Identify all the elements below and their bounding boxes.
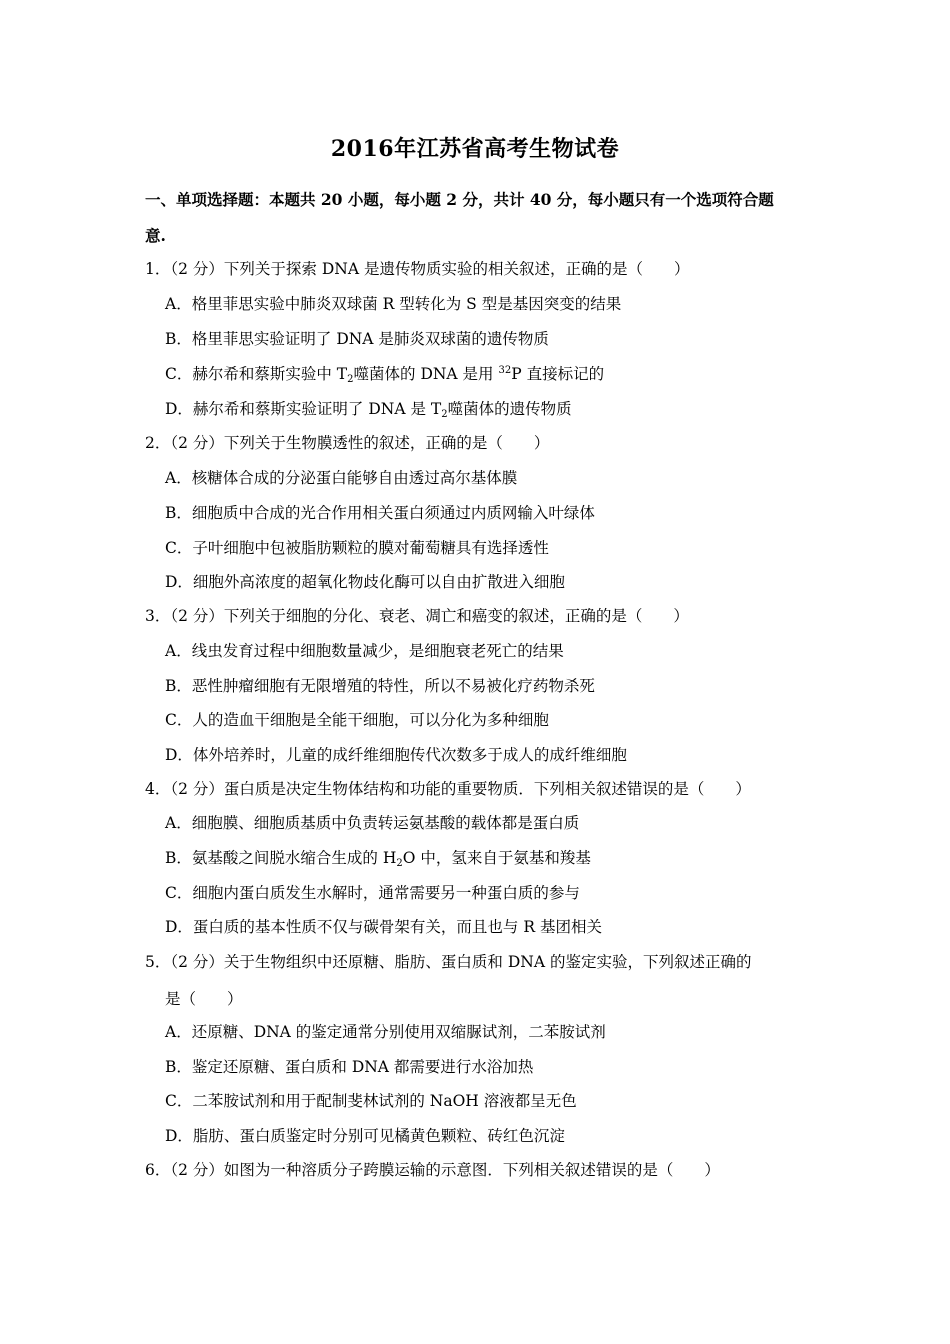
section-heading xyxy=(145,182,810,254)
question-2-option-d: D．细胞外高浓度的超氧化物歧化酶可以自由扩散进入细胞 xyxy=(165,573,565,591)
question-4-option-a: A．细胞膜、细胞质基质中负责转运氨基酸的载体都是蛋白质 xyxy=(165,814,580,832)
question-1-option-b: B．格里菲思实验证明了 DNA 是肺炎双球菌的遗传物质 xyxy=(165,330,549,348)
page-title: 2016年江苏省高考生物试卷 xyxy=(330,136,620,162)
question-5-option-a: A．还原糖、DNA 的鉴定通常分别使用双缩脲试剂，二苯胺试剂 xyxy=(165,1023,606,1041)
question-5-stem-continued: 是（ ） xyxy=(165,990,243,1008)
question-5-option-c: C．二苯胺试剂和用于配制斐林试剂的 NaOH 溶液都呈无色 xyxy=(165,1092,577,1110)
question-5-option-b: B．鉴定还原糖、蛋白质和 DNA 都需要进行水浴加热 xyxy=(165,1058,534,1076)
section-heading-line-2: 意. xyxy=(145,226,166,245)
question-3-stem: 3．（2 分）下列关于细胞的分化、衰老、凋亡和癌变的叙述，正确的是（ ） xyxy=(145,607,689,625)
question-1-option-c: C．赫尔希和蔡斯实验中 $T_2$噬菌体的 DNA 是用 $^{32}$P 直接标记的 xyxy=(165,365,605,385)
question-2-option-c: C．子叶细胞中包被脂肪颗粒的膜对葡萄糖具有选择透性 xyxy=(165,539,549,557)
question-5-option-d: D．脂肪、蛋白质鉴定时分别可见橘黄色颗粒、砖红色沉淀 xyxy=(165,1127,565,1145)
question-6-stem: 6．（2 分）如图为一种溶质分子跨膜运输的示意图．下列相关叙述错误的是（ ） xyxy=(145,1161,720,1179)
question-5-stem: 5．（2 分）关于生物组织中还原糖、脂肪、蛋白质和 DNA 的鉴定实验，下列叙述正确的 xyxy=(145,953,752,971)
question-3-option-a: A．线虫发育过程中细胞数量减少，是细胞衰老死亡的结果 xyxy=(165,642,564,660)
question-4-option-d: D．蛋白质的基本性质不仅与碳骨架有关，而且也与 R 基团相关 xyxy=(165,918,602,936)
question-2-option-b: B．细胞质中合成的光合作用相关蛋白须通过内质网输入叶绿体 xyxy=(165,504,595,522)
section-heading-line-1: 一、单项选择题：本题共 20 小题，每小题 2 分，共计 40 分，每小题只有一个选项符合题 xyxy=(145,190,774,209)
question-1-option-d: D．赫尔希和蔡斯实验证明了 DNA 是 $T_2$噬菌体的遗传物质 xyxy=(165,400,572,420)
question-3-option-d: D．体外培养时，儿童的成纤维细胞传代次数多于成人的成纤维细胞 xyxy=(165,746,627,764)
question-4-option-b: B．氨基酸之间脱水缩合生成的 $H_2O$ 中，氢来自于氨基和羧基 xyxy=(165,849,591,869)
question-2-stem: 2．（2 分）下列关于生物膜透性的叙述，正确的是（ ） xyxy=(145,434,550,452)
question-4-stem: 4．（2 分）蛋白质是决定生物体结构和功能的重要物质．下列相关叙述错误的是（ ） xyxy=(145,780,751,798)
question-2-option-a: A．核糖体合成的分泌蛋白能够自由透过高尔基体膜 xyxy=(165,469,518,487)
question-3-option-c: C．人的造血干细胞是全能干细胞，可以分化为多种细胞 xyxy=(165,711,549,729)
question-1-option-a: A．格里菲思实验中肺炎双球菌 R 型转化为 S 型是基因突变的结果 xyxy=(165,295,622,313)
question-4-option-c: C．细胞内蛋白质发生水解时，通常需要另一种蛋白质的参与 xyxy=(165,884,580,902)
question-1-stem: 1．（2 分）下列关于探索 DNA 是遗传物质实验的相关叙述，正确的是（ ） xyxy=(145,260,690,278)
question-3-option-b: B．恶性肿瘤细胞有无限增殖的特性，所以不易被化疗药物杀死 xyxy=(165,677,595,695)
